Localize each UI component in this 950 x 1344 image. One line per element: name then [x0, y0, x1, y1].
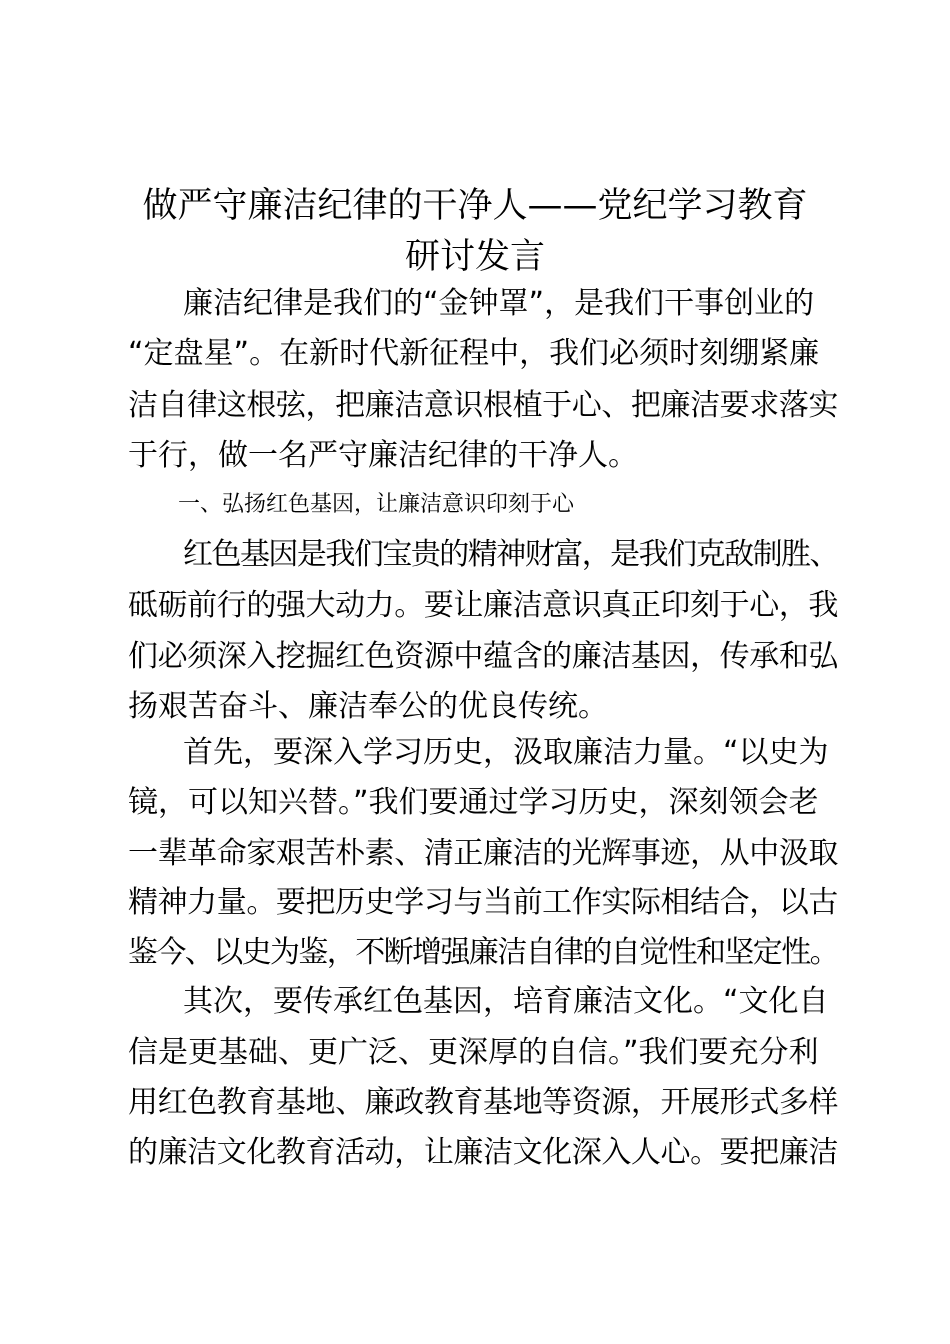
para2-line-4: 精神力量。要把历史学习与当前工作实际相结合，以古	[128, 885, 838, 920]
para3-line-3: 用红色教育基地、廉政教育基地等资源，开展形式多样	[128, 1085, 838, 1120]
title-line-2: 研讨发言	[404, 237, 545, 277]
intro-line-2: “定盘星”。在新时代新征程中，我们必须时刻绷紧廉	[128, 336, 820, 371]
para3-line-1: 其次，要传承红色基因，培育廉洁文化。“文化自	[183, 984, 829, 1019]
intro-line-1: 廉洁纪律是我们的“金钟罩”，是我们干事创业的	[183, 286, 815, 321]
para3-line-4: 的廉洁文化教育活动，让廉洁文化深入人心。要把廉洁	[128, 1135, 838, 1170]
para2-line-3: 一辈革命家艰苦朴素、清正廉洁的光辉事迹，从中汲取	[128, 836, 838, 871]
para1-line-3: 们必须深入挖掘红色资源中蕴含的廉洁基因，传承和弘	[128, 639, 838, 674]
intro-line-4: 于行，做一名严守廉洁纪律的干净人。	[128, 438, 638, 473]
para1-line-1: 红色基因是我们宝贵的精神财富，是我们克敌制胜、	[183, 537, 838, 572]
intro-line-3: 洁自律这根弦，把廉洁意识根植于心、把廉洁要求落实	[128, 388, 838, 423]
para2-line-2: 镜，可以知兴替。”我们要通过学习历史，深刻领会老	[128, 785, 819, 820]
section-heading: 一、弘扬红色基因，让廉洁意识印刻于心	[178, 492, 575, 517]
para1-line-2: 砥砺前行的强大动力。要让廉洁意识真正印刻于心，我	[128, 588, 838, 623]
para1-line-4: 扬艰苦奋斗、廉洁奉公的优良传统。	[128, 689, 608, 724]
para2-line-1: 首先，要深入学习历史，汲取廉洁力量。“以史为	[183, 735, 829, 770]
para2-line-5: 鉴今、以史为鉴，不断增强廉洁自律的自觉性和坚定性。	[128, 935, 838, 970]
para3-line-2: 信是更基础、更广泛、更深厚的自信。”我们要充分利	[128, 1035, 819, 1070]
title-line-1: 做严守廉洁纪律的干净人——党纪学习教育	[142, 186, 808, 226]
